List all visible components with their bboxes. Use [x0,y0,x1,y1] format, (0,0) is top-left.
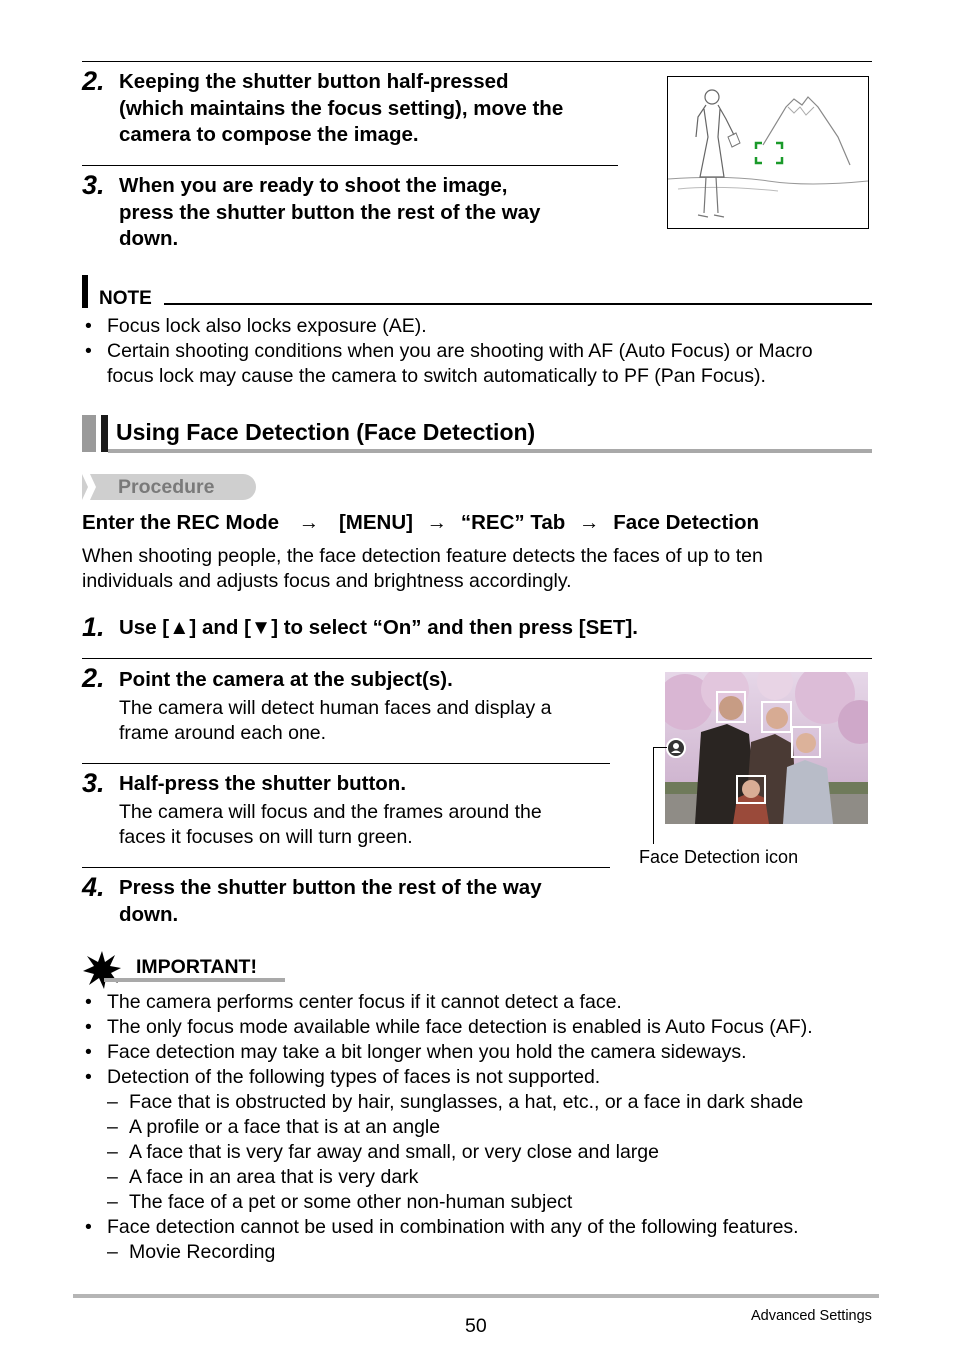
important-text: A face that is very far away and small, or very close and large [129,1141,659,1163]
bullet-icon: • [85,340,92,362]
chevron-right-icon [82,474,102,500]
step-desc-line: The camera will detect human faces and display a [119,697,552,719]
step-number: 2. [82,66,105,96]
menu-path-step: “REC” Tab [460,511,566,534]
note-text: Certain shooting conditions when you are shooting with AF (Auto Focus) or Macro [107,340,813,362]
section-title: Using Face Detection (Face Detection) [116,419,536,445]
step-description [119,696,551,746]
step-title [119,875,542,928]
intro-line: When shooting people, the face detection feature detects the faces of up to ten [82,545,763,567]
important-text: Face detection cannot be used in combination with any of the following features. [107,1216,799,1238]
step-divider [82,763,610,764]
burst-icon [82,950,122,990]
step-desc-line: frame around each one. [119,722,327,744]
step-title: Half-press the shutter button. [119,772,407,795]
important-text: Movie Recording [129,1241,276,1263]
important-text: A profile or a face that is at an angle [129,1116,441,1138]
footer-section: Advanced Settings [751,1308,872,1324]
menu-path-step: [MENU] [338,511,413,534]
note-text: focus lock may cause the camera to switch automatically to PF (Pan Focus). [107,365,766,387]
procedure-label: Procedure [118,476,215,498]
callout-line [653,747,667,748]
step-title [119,173,540,253]
step-divider [82,867,610,868]
step-line: (which maintains the focus setting), move the [119,96,564,120]
composition-illustration [667,76,869,229]
step-description [119,800,542,850]
step-line: press the shutter button the rest of the way [119,200,541,224]
figure-caption: Face Detection icon [639,847,799,867]
arrow-right-icon: → [426,511,448,534]
page-number: 50 [465,1315,487,1337]
callout-line [653,747,654,844]
family-photo [665,672,868,824]
step-divider [82,165,618,166]
important-text: Face detection may take a bit longer when you hold the camera sideways. [107,1041,747,1063]
step-number: 3. [82,170,105,200]
step-line: camera to compose the image. [119,123,419,146]
face-detection-photo [665,672,868,824]
important-text: The only focus mode available while face detection is enabled is Auto Focus (AF). [107,1016,813,1038]
intro-line: individuals and adjusts focus and brightness accordingly. [82,570,572,592]
menu-path-step: Face Detection [613,511,760,534]
section-bar-icon [101,415,108,452]
note-bar-icon [82,275,88,308]
top-rule [82,61,872,62]
step-divider [82,658,872,659]
arrow-right-icon: → [298,511,320,534]
bullet-icon: • [85,991,92,1013]
step-number: 4. [82,872,105,902]
intro-paragraph [82,544,763,594]
menu-path-step: Enter the REC Mode [82,511,280,534]
step-line: Keeping the shutter button half-pressed [119,70,509,93]
focus-frame-icon [756,143,782,163]
bullet-icon: • [85,1066,92,1088]
important-text: A face in an area that is very dark [129,1166,419,1188]
bullet-icon: • [85,1041,92,1063]
bullet-icon: • [85,1016,92,1038]
step-title: Use [▲] and [▼] to select “On” and then press [SET]. [119,616,638,639]
dash-icon: – [107,1241,118,1263]
bullet-icon: • [85,315,92,337]
note-rule [164,303,872,305]
step-line: down. [119,227,179,250]
step-desc-line: The camera will focus and the frames around the [119,801,542,823]
dash-icon: – [107,1191,118,1213]
section-rule [108,449,872,453]
important-text: Detection of the following types of faces is not supported. [107,1066,601,1088]
dash-icon: – [107,1116,118,1138]
arrow-right-icon: → [578,511,600,534]
procedure-tab [82,474,256,500]
woman-mountain-sketch [668,77,868,228]
step-title [119,69,563,149]
important-text: The face of a pet or some other non-human subject [129,1191,573,1213]
note-label: NOTE [99,288,152,309]
section-bar-icon [82,415,96,452]
note-text: Focus lock also locks exposure (AE). [107,315,427,337]
step-line: down. [119,902,179,926]
menu-path [82,510,759,536]
footer-rule [73,1294,879,1298]
dash-icon: – [107,1141,118,1163]
important-rule [104,978,285,982]
step-line: Press the shutter button the rest of the way [119,876,542,899]
step-number: 1. [82,612,105,642]
important-label: IMPORTANT! [136,956,257,978]
bullet-icon: • [85,1216,92,1238]
important-text: The camera performs center focus if it cannot detect a face. [107,991,622,1013]
step-desc-line: faces it focuses on will turn green. [119,826,413,848]
dash-icon: – [107,1166,118,1188]
step-number: 2. [82,663,105,693]
step-title: Point the camera at the subject(s). [119,668,453,691]
dash-icon: – [107,1091,118,1113]
step-number: 3. [82,768,105,798]
important-text: Face that is obstructed by hair, sunglasses, a hat, etc., or a face in dark shade [129,1091,804,1113]
step-line: When you are ready to shoot the image, [119,174,508,197]
